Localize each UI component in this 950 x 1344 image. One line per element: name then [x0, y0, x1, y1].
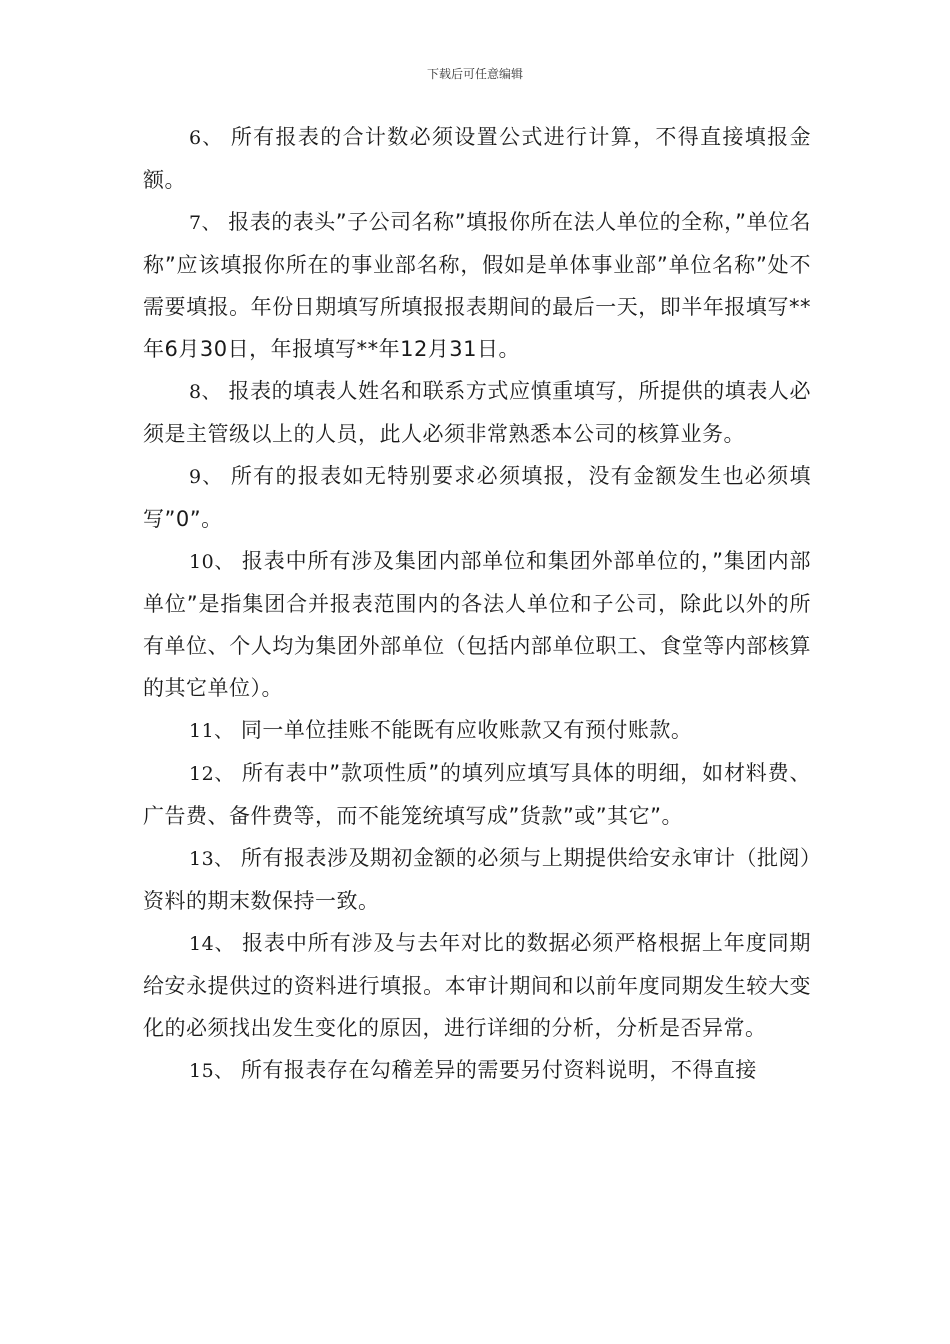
paragraph-text: 所有报表涉及期初金额的必须与上期提供给安永审计（批阅）资料的期末数保持一致。 — [143, 846, 811, 913]
paragraph-8 — [143, 370, 811, 455]
item-number: 8、 — [189, 381, 222, 403]
paragraph-15 — [143, 1049, 811, 1092]
page-header: 下载后可任意编辑 — [426, 67, 523, 81]
body-text — [143, 116, 811, 1092]
paragraph-text: 所有报表的合计数必须设置公式进行计算，不得直接填报金额。 — [143, 125, 812, 192]
paragraph-text: 报表中所有涉及与去年对比的数据必须严格根据上年度同期给安永提供过的资料进行填报。本审计期间和以前年度同期发生较大变化的必须找出发生变化的原因，进行详细的分析，分析是否异常。 — [143, 931, 811, 1040]
paragraph-6 — [143, 116, 811, 201]
item-number: 12、 — [189, 763, 235, 785]
item-number: 11、 — [189, 720, 234, 742]
item-number: 14、 — [189, 933, 235, 955]
paragraph-10 — [143, 540, 811, 709]
paragraph-text: 同一单位挂账不能既有应收账款又有预付账款。 — [240, 718, 693, 742]
paragraph-text: 报表的表头”子公司名称”填报你所在法人单位的全称，”单位名称”应该填报你所在的事业部名称，假如是单体事业部”单位名称”处不需要填报。年份日期填写所填报报表期间的最后一天，即半年报填写**年6月30日，年报填写**年12月31日。 — [143, 210, 811, 361]
item-number: 15、 — [189, 1060, 234, 1082]
paragraph-12 — [143, 752, 811, 837]
paragraph-text: 所有的报表如无特别要求必须填报，没有金额发生也必须填写”0”。 — [143, 464, 812, 531]
paragraph-text: 所有报表存在勾稽差异的需要另付资料说明，不得直接 — [240, 1058, 757, 1082]
paragraph-text: 所有表中”款项性质”的填列应填写具体的明细，如材料费、广告费、备件费等，而不能笼统填写成”货款”或”其它”。 — [143, 761, 811, 828]
item-number: 10、 — [189, 551, 235, 573]
item-number: 9、 — [189, 466, 223, 488]
item-number: 7、 — [189, 212, 222, 234]
item-number: 6、 — [189, 127, 223, 149]
paragraph-7 — [143, 201, 811, 370]
paragraph-13 — [143, 837, 811, 922]
item-number: 13、 — [189, 848, 234, 870]
paragraph-14 — [143, 922, 811, 1049]
paragraph-text: 报表的填表人姓名和联系方式应慎重填写，所提供的填表人必须是主管级以上的人员，此人必须非常熟悉本公司的核算业务。 — [143, 379, 812, 446]
paragraph-text: 报表中所有涉及集团内部单位和集团外部单位的，”集团内部单位”是指集团合并报表范围内的各法人单位和子公司，除此以外的所有单位、个人均为集团外部单位（包括内部单位职工、食堂等内部核算的其它单位）。 — [143, 549, 811, 700]
paragraph-11 — [143, 709, 811, 752]
paragraph-9 — [143, 455, 811, 540]
